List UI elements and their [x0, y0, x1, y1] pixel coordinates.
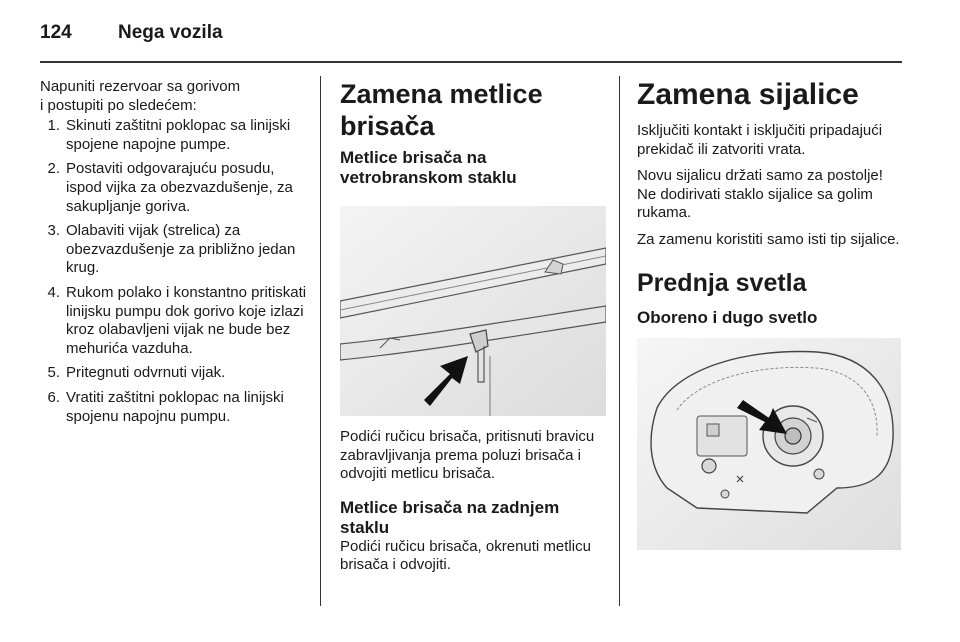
figure-background [340, 206, 606, 416]
list-item [40, 222, 308, 278]
wiper-figure [340, 206, 606, 416]
column-fuel-bleeding [40, 78, 308, 432]
inner-panel [697, 416, 747, 456]
step-text: Rukom polako i konstantno pritiskati linijsku pumpu dok gorivo koje izlazi kroz olabavljeni vijak ne bude bez mehurića vazduha. [66, 283, 307, 357]
page-number: 124 [40, 22, 72, 43]
step-number: 4. [47, 283, 60, 301]
bulb-text-1: Isključiti kontakt i isključiti pripadajući prekidač ili zatvoriti vrata. [637, 122, 883, 158]
subheading-windscreen: Metlice brisača na vetrobranskom staklu [340, 148, 517, 187]
step-number: 2. [47, 160, 60, 178]
adjust-screw [702, 459, 716, 473]
step-text: Olabaviti vijak (strelica) za obezvazdušenje za približno jedan krug. [66, 222, 296, 277]
step-text: Vratiti zaštitni poklopac na linijski spojenu napojnu pumpu. [66, 388, 284, 425]
wiper-rear-text: Podići ručicu brisača, okrenuti metlicu brisača i odvojiti. [340, 537, 591, 574]
column-divider [320, 76, 321, 606]
headlight-figure [637, 338, 901, 550]
step-text: Postaviti odgovarajuću posudu, ispod vijka za obezvazdušenje, za sakupljanje goriva. [66, 160, 293, 215]
intro-text: Napuniti rezervoar sa gorivom i postupiti po sledećem: [40, 78, 241, 114]
wiper-windscreen-text: Podići ručicu brisača, pritisnuti bravicu zabravljivanja prema poluzi brisača i odvojiti metlicu brisača. [340, 428, 595, 483]
headlight-illustration [637, 338, 901, 550]
list-item [40, 284, 308, 358]
list-item [40, 117, 308, 154]
step-number: 3. [47, 222, 60, 240]
column-divider [619, 76, 620, 606]
list-item [40, 364, 308, 383]
header-rule [40, 61, 902, 63]
section-heading-wiper: Zamena metlice brisača [340, 79, 543, 141]
section-heading-headlights: Prednja svetla [637, 268, 807, 297]
column-bulb-replacement [637, 78, 905, 550]
section-heading-bulb: Zamena sijalice [637, 78, 859, 111]
section-title: Nega vozila [118, 22, 223, 43]
step-text: Pritegnuti odvrnuti vijak. [66, 364, 226, 382]
subheading-rear-window: Metlice brisača na zadnjem staklu [340, 497, 560, 537]
list-item [40, 389, 308, 426]
list-item [40, 160, 308, 216]
bulb-text-2: Novu sijalicu držati samo za postolje! Ne dodirivati staklo sijalice sa golim rukama. [637, 167, 883, 222]
column-wiper-blade [340, 78, 606, 575]
bulb-text-3: Za zamenu koristiti samo isti tip sijalice. [637, 230, 900, 248]
subheading-low-high-beam: Oboreno i dugo svetlo [637, 307, 818, 327]
step-number: 1. [47, 117, 60, 135]
step-text: Skinuti zaštitni poklopac sa linijski spojene napojne pumpe. [66, 117, 291, 153]
wiper-illustration [340, 206, 606, 416]
steps-list [40, 117, 308, 426]
step-number: 5. [47, 364, 60, 382]
step-number: 6. [47, 388, 60, 406]
bulb [785, 428, 801, 444]
